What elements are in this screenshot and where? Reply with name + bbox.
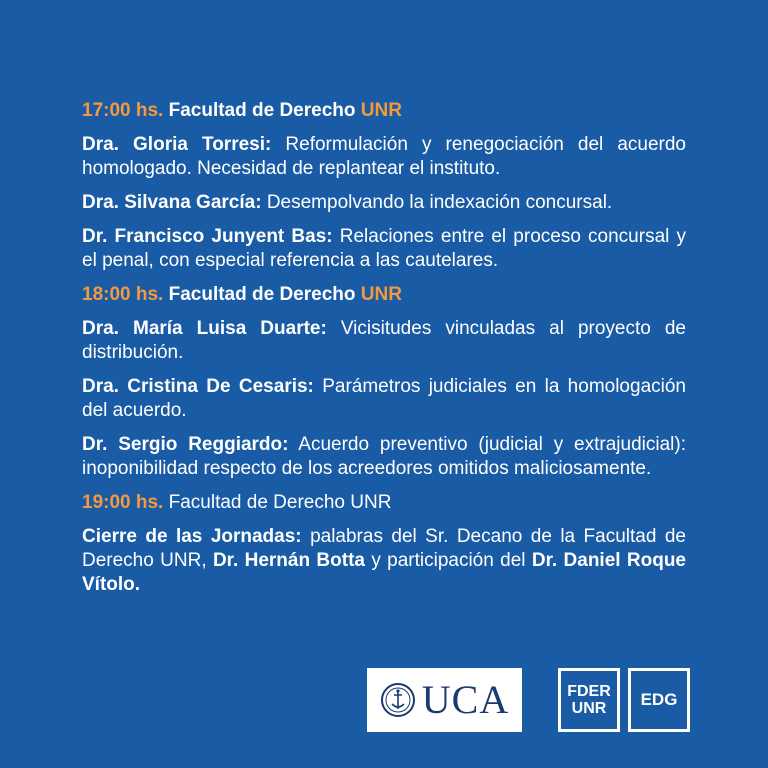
talk-item (82, 191, 686, 215)
session-time: 17:00 hs. (82, 100, 164, 121)
closing-lead: Cierre de las Jornadas: (82, 526, 302, 547)
session-place: Facultad de Derecho (168, 284, 356, 305)
talk-item (82, 317, 686, 365)
talk-speaker: Dra. Silvana García: (82, 192, 262, 213)
edg-logo-text: EDG (640, 690, 678, 709)
closing-text: y participación del (371, 550, 526, 571)
fder-logo-line: FDER (567, 683, 611, 700)
session-place-suffix: UNR (360, 284, 402, 305)
session-place: Facultad de Derecho (168, 100, 356, 121)
talk-speaker: Dra. Cristina De Cesaris: (82, 376, 314, 397)
session-place-suffix: UNR (360, 100, 402, 121)
talk-topic: Desempolvando la indexación concursal. (266, 192, 613, 213)
session-header-1900 (82, 491, 686, 515)
session-time: 19:00 hs. (82, 492, 164, 513)
talk-speaker: Dra. Gloria Torresi: (82, 134, 272, 155)
session-header-1700 (82, 99, 686, 123)
edg-logo (628, 668, 690, 732)
uca-logo (367, 668, 522, 732)
talk-item (82, 133, 686, 181)
closing-name: Dr. Hernán Botta (212, 550, 365, 571)
closing-name: Dr. Daniel Roque Vítolo. (82, 550, 686, 595)
talk-speaker: Dr. Francisco Junyent Bas: (82, 226, 333, 247)
talk-speaker: Dra. María Luisa Duarte: (82, 318, 327, 339)
uca-wordmark: UCA (421, 677, 510, 722)
talk-topic: Reformulación y renegociación del acuerdo homologado. Necesidad de replantear el instituto. (82, 134, 686, 179)
talk-topic: Relaciones entre el proceso concursal y el penal, con especial referencia a las cautelares. (82, 226, 687, 271)
talk-topic: Acuerdo preventivo (judicial y extrajudicial): inoponibilidad respecto de los acreedores omitidos maliciosamente. (82, 434, 686, 479)
fder-unr-logo (558, 668, 620, 732)
fder-logo-line: UNR (571, 700, 607, 717)
closing-text: palabras del Sr. Decano de la Facultad de Derecho UNR, (82, 526, 686, 571)
program-content (82, 99, 686, 607)
talk-speaker: Dr. Sergio Reggiardo: (82, 434, 289, 455)
logo-bar (0, 668, 768, 732)
session-header-1800 (82, 283, 686, 307)
talk-topic: Vicisitudes vinculadas al proyecto de distribución. (82, 318, 686, 363)
talk-item (82, 375, 686, 423)
talk-item (82, 433, 686, 481)
session-time: 18:00 hs. (82, 284, 164, 305)
closing-paragraph (82, 525, 686, 597)
talk-item (82, 225, 686, 273)
uca-seal-icon (380, 682, 416, 718)
talk-topic: Parámetros judiciales en la homologación del acuerdo. (82, 376, 686, 421)
session-place: Facultad de Derecho UNR (168, 492, 392, 513)
